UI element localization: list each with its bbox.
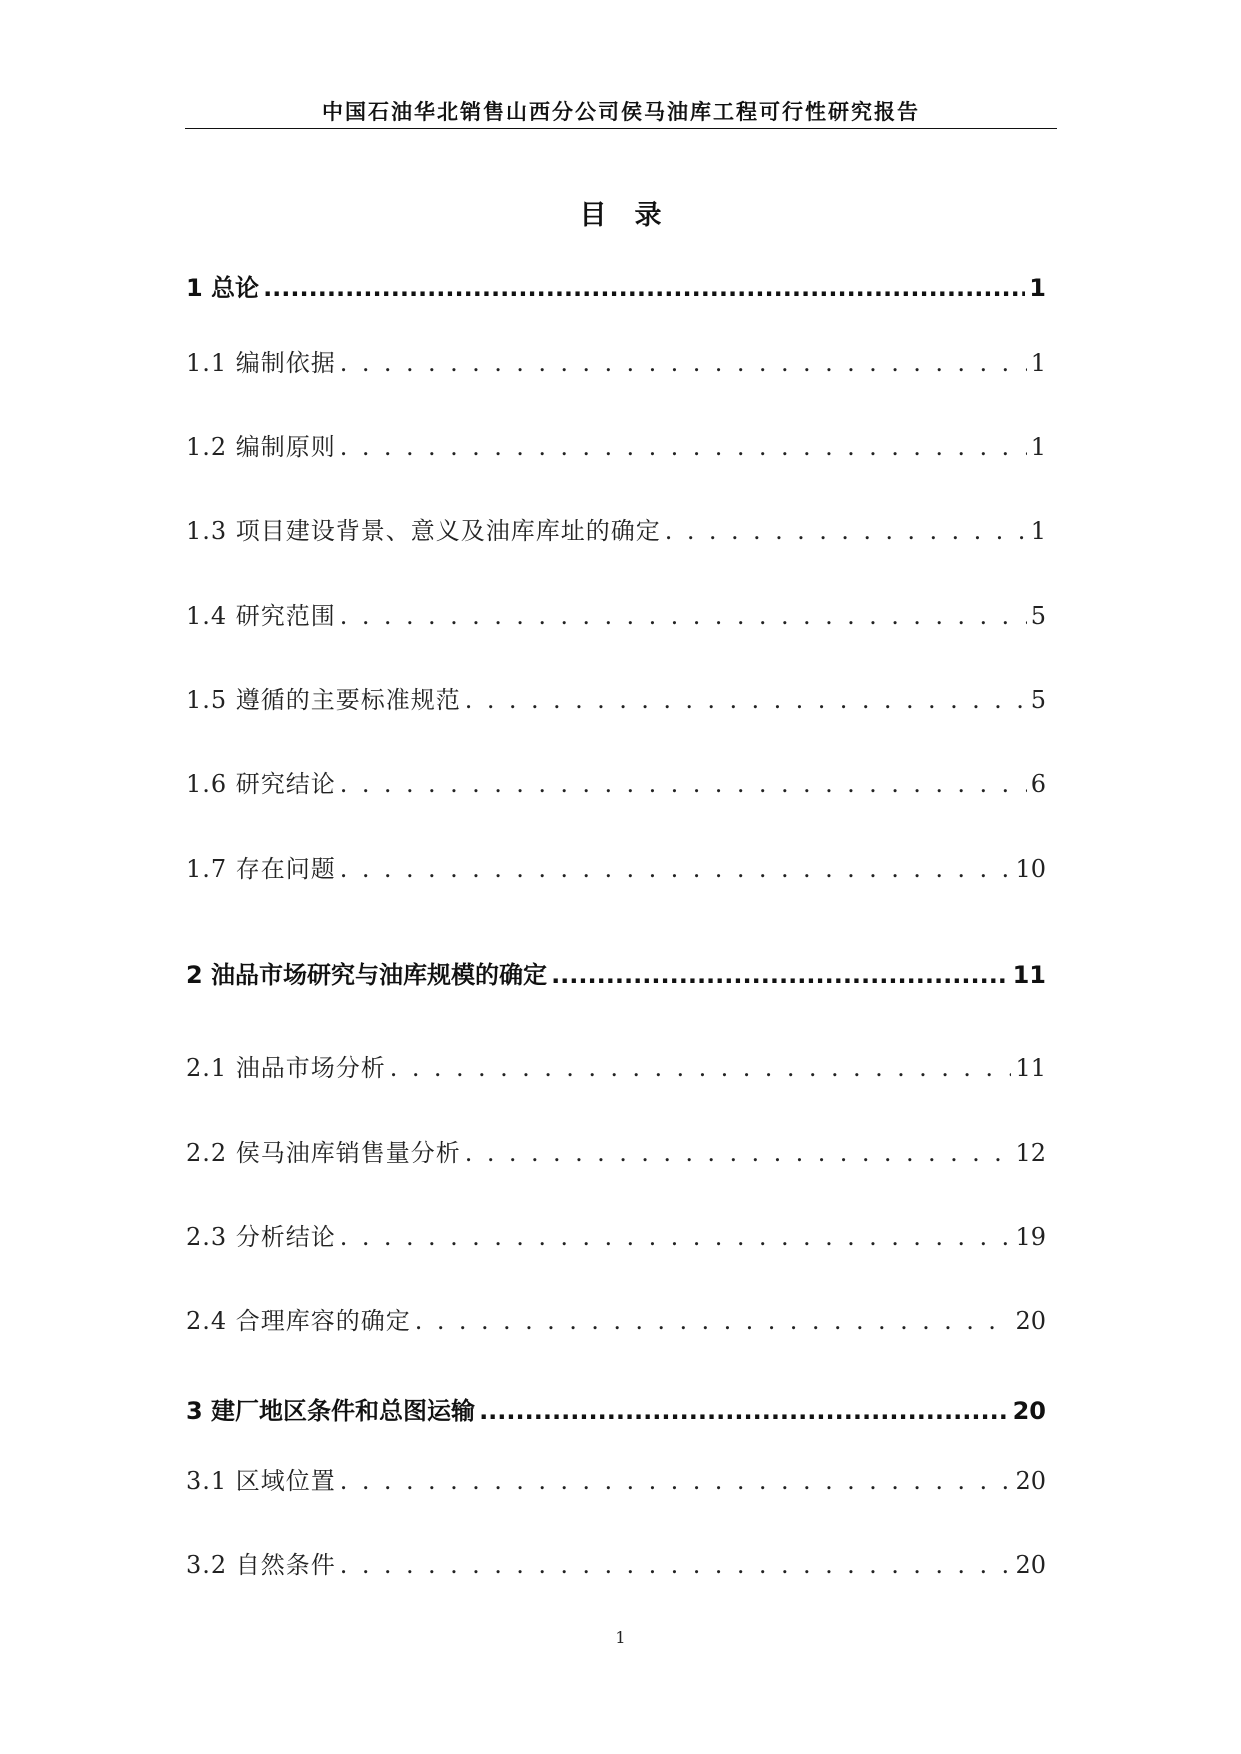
toc-entry-label: 3.2 自然条件 <box>186 1551 336 1579</box>
toc-entry-page: 1 <box>1029 274 1046 302</box>
toc-entry-page: 10 <box>1015 855 1046 883</box>
toc-entry[interactable] <box>186 680 1046 715</box>
toc-entry-page: 12 <box>1015 1139 1046 1167</box>
toc-entry[interactable] <box>186 764 1046 799</box>
toc-leader <box>340 770 1027 798</box>
toc-entry-page: 1 <box>1030 349 1046 377</box>
toc-entry-page: 20 <box>1015 1307 1046 1335</box>
toc-entry-label: 1 总论 <box>186 274 260 302</box>
table-of-contents <box>186 0 1046 1754</box>
toc-leader <box>340 433 1027 461</box>
toc-leader <box>340 1467 1012 1495</box>
toc-entry[interactable] <box>186 343 1046 378</box>
toc-entry-page: 20 <box>1012 1397 1046 1425</box>
toc-entry-label: 3 建厂地区条件和总图运输 <box>186 1397 476 1425</box>
toc-entry[interactable] <box>186 955 1046 990</box>
toc-leader <box>340 349 1027 377</box>
page-number: 1 <box>615 1628 626 1647</box>
toc-entry-label: 1.7 存在问题 <box>186 855 336 883</box>
toc-entry-page: 19 <box>1015 1223 1046 1251</box>
toc-leader <box>551 961 1009 989</box>
toc-leader <box>479 1397 1009 1425</box>
toc-entry[interactable] <box>186 1391 1046 1426</box>
toc-leader <box>465 686 1027 714</box>
toc-entry-page: 11 <box>1015 1054 1046 1082</box>
toc-entry-page: 11 <box>1012 961 1046 989</box>
toc-leader <box>340 1551 1012 1579</box>
toc-entry-label: 2.3 分析结论 <box>186 1223 336 1251</box>
toc-entry[interactable] <box>186 1048 1046 1083</box>
toc-leader <box>415 1307 1012 1335</box>
toc-entry-page: 20 <box>1015 1467 1046 1495</box>
toc-entry-page: 5 <box>1030 602 1046 630</box>
toc-entry[interactable] <box>186 849 1046 884</box>
toc-leader <box>390 1054 1012 1082</box>
toc-leader <box>340 602 1027 630</box>
toc-entry-page: 6 <box>1030 770 1046 798</box>
toc-leader <box>340 1223 1012 1251</box>
toc-entry-label: 1.6 研究结论 <box>186 770 336 798</box>
toc-entry[interactable] <box>186 1301 1046 1336</box>
toc-entry[interactable] <box>186 1545 1046 1580</box>
toc-entry[interactable] <box>186 511 1046 546</box>
toc-entry-label: 2 油品市场研究与油库规模的确定 <box>186 961 548 989</box>
toc-entry-label: 1.4 研究范围 <box>186 602 336 630</box>
toc-entry[interactable] <box>186 1217 1046 1252</box>
toc-entry-page: 1 <box>1030 433 1046 461</box>
toc-leader <box>340 855 1012 883</box>
toc-entry-label: 1.3 项目建设背景、意义及油库库址的确定 <box>186 517 661 545</box>
toc-entry[interactable] <box>186 427 1046 462</box>
toc-entry-label: 2.4 合理库容的确定 <box>186 1307 411 1335</box>
toc-entry-label: 2.1 油品市场分析 <box>186 1054 386 1082</box>
toc-entry-page: 1 <box>1030 517 1046 545</box>
toc-entry-label: 3.1 区域位置 <box>186 1467 336 1495</box>
toc-entry[interactable] <box>186 1461 1046 1496</box>
toc-entry[interactable] <box>186 1133 1046 1168</box>
toc-entry[interactable] <box>186 596 1046 631</box>
toc-entry-label: 1.1 编制依据 <box>186 349 336 377</box>
toc-entry-label: 1.2 编制原则 <box>186 433 336 461</box>
toc-title: 目录 <box>579 200 690 231</box>
toc-leader <box>263 274 1025 302</box>
toc-entry-label: 2.2 侯马油库销售量分析 <box>186 1139 461 1167</box>
toc-entry-label: 1.5 遵循的主要标准规范 <box>186 686 461 714</box>
toc-entry[interactable] <box>186 268 1046 303</box>
running-header: 中国石油华北销售山西分公司侯马油库工程可行性研究报告 <box>322 100 920 124</box>
toc-entry-page: 20 <box>1015 1551 1046 1579</box>
toc-leader <box>665 517 1027 545</box>
toc-entry-page: 5 <box>1030 686 1046 714</box>
toc-leader <box>465 1139 1012 1167</box>
